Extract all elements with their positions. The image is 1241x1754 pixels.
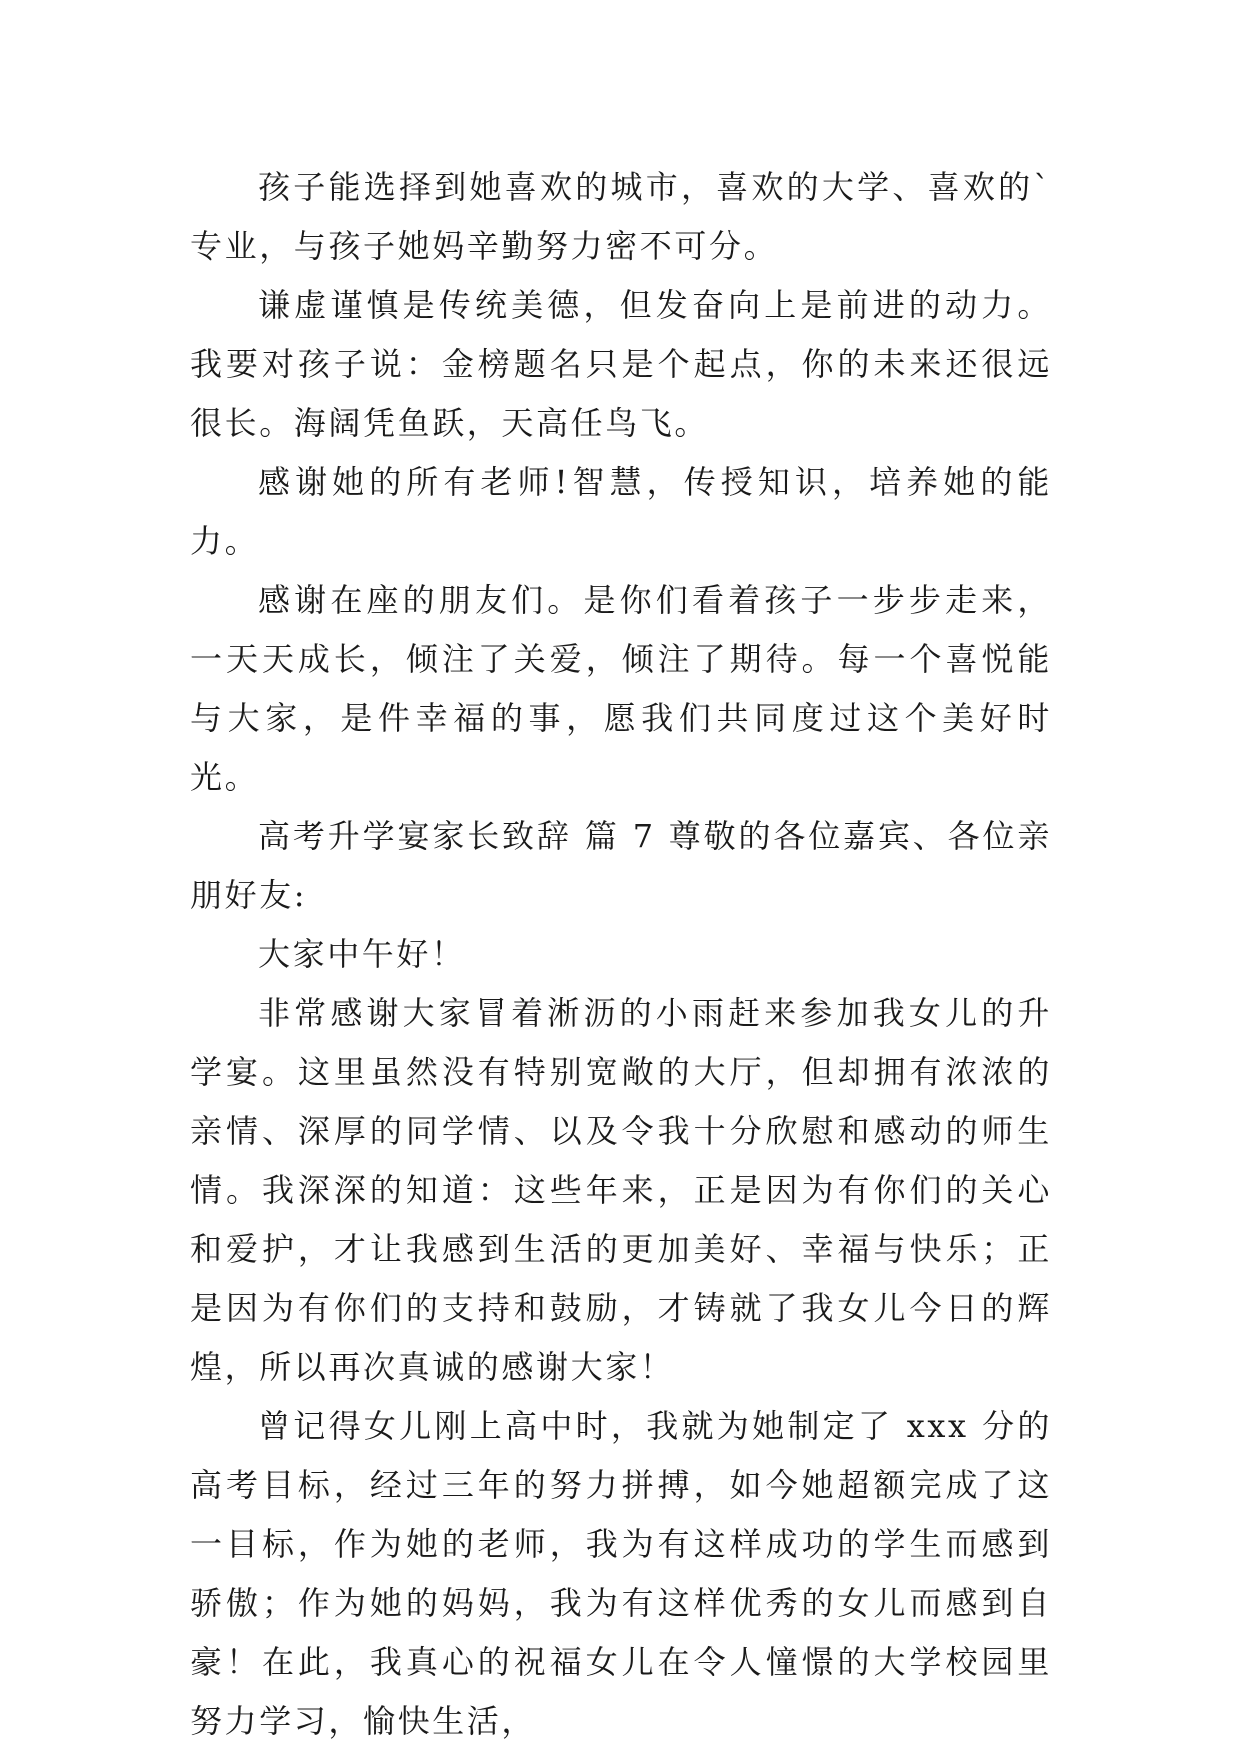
paragraph-7: 非常感谢大家冒着淅沥的小雨赶来参加我女儿的升学宴。这里虽然没有特别宽敞的大厅，但却拥有浓浓的亲情、深厚的同学情、以及令我十分欣慰和感动的师生情。我深深的知道：这些年来，正是因为有你们的关心和爱护，才让我感到生活的更加美好、幸福与快乐；正是因为有你们的支持和鼓励，才铸就了我女儿今日的辉煌，所以再次真诚的感谢大家！ [190,994,1052,1386]
paragraph-1: 孩子能选择到她喜欢的城市，喜欢的大学、喜欢的`专业，与孩子她妈辛勤努力密不可分。 [190,168,1052,265]
document-body [190,158,1052,1751]
paragraph-3: 感谢她的所有老师!智慧，传授知识，培养她的能力。 [190,463,1052,560]
paragraph-5-section-heading: 高考升学宴家长致辞 篇 7 尊敬的各位嘉宾、各位亲朋好友: [190,817,1052,914]
paragraph-8: 曾记得女儿刚上高中时，我就为她制定了 xxx 分的高考目标，经过三年的努力拼搏，如今她超额完成了这一目标，作为她的老师，我为有这样成功的学生而感到骄傲；作为她的妈妈，我为有这样优秀的女儿而感到自豪！在此，我真心的祝福女儿在令人憧憬的大学校园里努力学习，愉快生活， [190,1407,1052,1740]
paragraph-2: 谦虚谨慎是传统美德，但发奋向上是前进的动力。我要对孩子说：金榜题名只是个起点，你的未来还很远很长。海阔凭鱼跃，天高任鸟飞。 [190,286,1052,442]
paragraph-6-greeting: 大家中午好！ [258,935,466,973]
paragraph-4: 感谢在座的朋友们。是你们看着孩子一步步走来，一天天成长，倾注了关爱，倾注了期待。每一个喜悦能与大家，是件幸福的事，愿我们共同度过这个美好时光。 [190,581,1052,796]
